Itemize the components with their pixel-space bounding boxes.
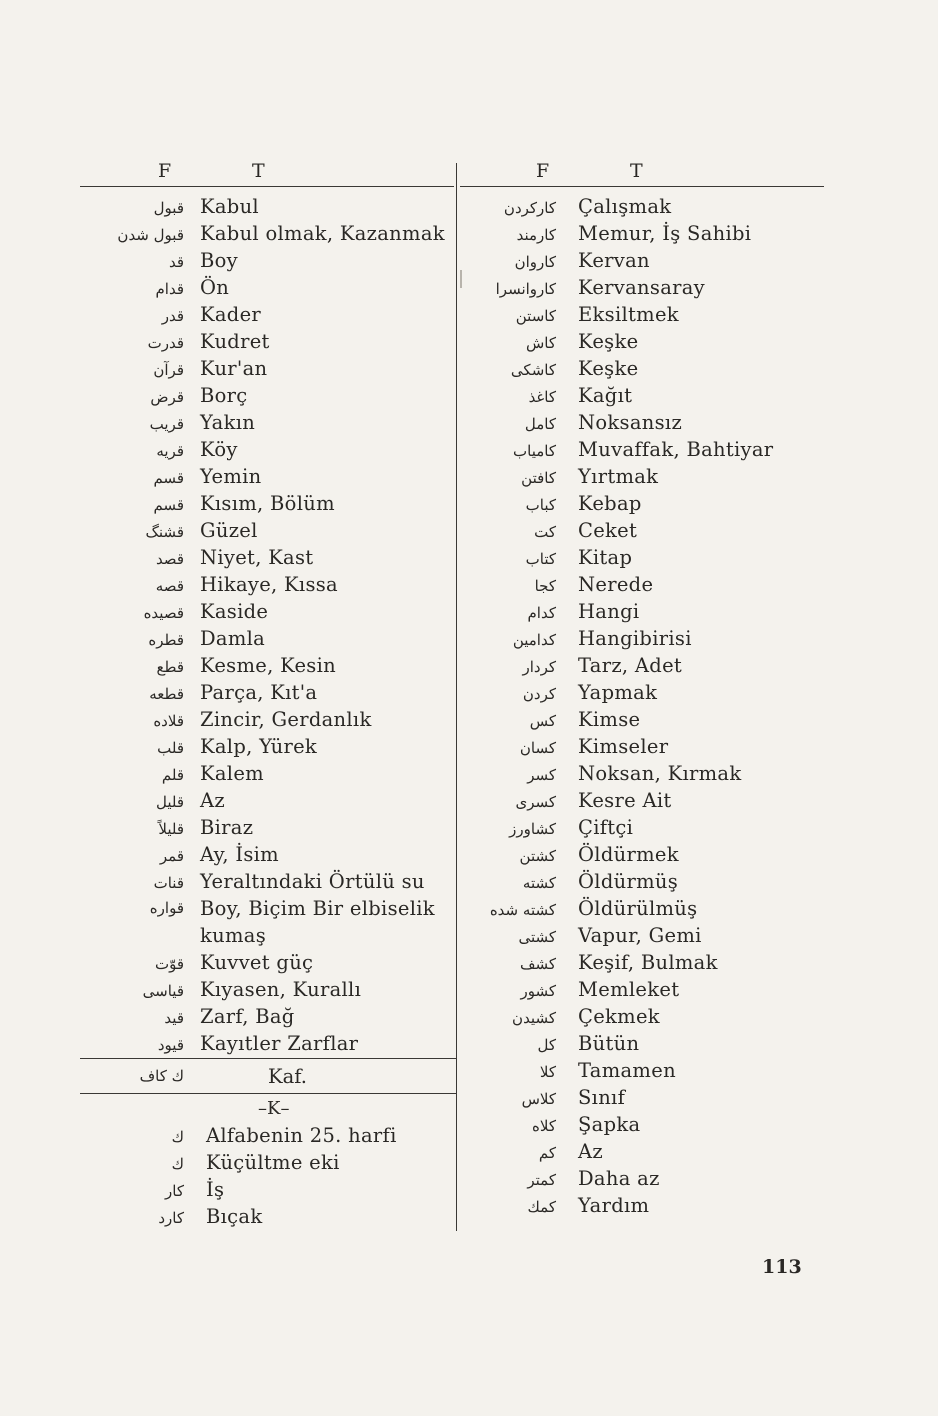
entry-turkish: Kuvvet güç bbox=[200, 951, 314, 974]
dictionary-entry bbox=[80, 301, 458, 328]
dictionary-entry bbox=[458, 382, 824, 409]
dictionary-entry bbox=[458, 1165, 824, 1192]
entry-persian: كاركردن bbox=[503, 199, 556, 217]
dictionary-entry bbox=[80, 1176, 456, 1203]
entry-persian: كلا bbox=[539, 1063, 556, 1081]
dictionary-entry bbox=[458, 976, 824, 1003]
dictionary-entry bbox=[80, 193, 458, 220]
entry-persian: كشور bbox=[520, 982, 556, 1000]
entry-persian: قطعه bbox=[149, 685, 184, 703]
dictionary-entry bbox=[458, 274, 824, 301]
entry-turkish: Kervansaray bbox=[578, 276, 706, 299]
entry-turkish: Yemin bbox=[200, 465, 262, 488]
entry-turkish: Ay, İsim bbox=[200, 843, 279, 866]
entry-persian: قلاده bbox=[153, 712, 184, 730]
dictionary-entry bbox=[80, 679, 458, 706]
left-entry-list bbox=[80, 193, 458, 1057]
dictionary-entry bbox=[458, 922, 824, 949]
entry-turkish: Eksiltmek bbox=[578, 303, 679, 326]
dictionary-entry bbox=[458, 652, 824, 679]
dictionary-entry bbox=[80, 787, 458, 814]
entry-turkish: Kayıtler Zarflar bbox=[200, 1032, 359, 1055]
entry-persian: كدام bbox=[527, 604, 556, 622]
entry-persian: كلاه bbox=[532, 1117, 556, 1135]
entry-persian: كاشكى bbox=[510, 361, 556, 379]
entry-turkish: Alfabenin 25. harfi bbox=[206, 1124, 397, 1147]
dictionary-entry bbox=[458, 1138, 824, 1165]
entry-persian: قصيده bbox=[143, 604, 184, 622]
entry-turkish: Çekmek bbox=[578, 1005, 660, 1028]
dictionary-entry bbox=[458, 1003, 824, 1030]
entry-persian: كامل bbox=[524, 415, 556, 433]
entry-turkish: Boy, Biçim Bir elbiselik kumaş bbox=[200, 897, 435, 947]
dictionary-entry bbox=[458, 1057, 824, 1084]
dictionary-entry bbox=[458, 355, 824, 382]
entry-turkish: Öldürülmüş bbox=[578, 897, 698, 920]
entry-persian: قدرت bbox=[147, 334, 184, 352]
dictionary-entry bbox=[458, 490, 824, 517]
entry-persian: قيود bbox=[157, 1036, 184, 1054]
entry-persian: كس bbox=[529, 712, 556, 730]
kaf-letter-name: Kaf. bbox=[268, 1064, 307, 1088]
entry-persian: كاستن bbox=[515, 307, 556, 325]
dictionary-entry bbox=[80, 841, 458, 868]
kaf-heading-row bbox=[80, 1059, 456, 1093]
right-column bbox=[458, 155, 824, 1217]
entry-turkish: Az bbox=[578, 1140, 603, 1163]
dictionary-entry bbox=[458, 1111, 824, 1138]
entry-persian: قرآن bbox=[153, 361, 184, 379]
entry-persian: قدام bbox=[155, 280, 184, 298]
entry-persian: كارد bbox=[158, 1209, 184, 1227]
entry-turkish: Zarf, Bağ bbox=[200, 1005, 295, 1028]
entry-turkish: Kısım, Bölüm bbox=[200, 492, 335, 515]
dictionary-entry bbox=[80, 1149, 456, 1176]
entry-turkish: Keşif, Bulmak bbox=[578, 951, 718, 974]
entry-turkish: Kalp, Yürek bbox=[200, 735, 318, 758]
right-entry-list bbox=[458, 193, 824, 1219]
entry-persian: كشته bbox=[522, 874, 556, 892]
dictionary-entry bbox=[458, 868, 824, 895]
entry-turkish: Yakın bbox=[200, 411, 256, 434]
entry-persian: كاغذ bbox=[528, 388, 556, 406]
entry-turkish: Köy bbox=[200, 438, 238, 461]
dictionary-entry bbox=[458, 760, 824, 787]
dictionary-entry bbox=[458, 328, 824, 355]
entry-persian: قطع bbox=[156, 658, 184, 676]
entry-turkish: Yeraltındaki Örtülü su bbox=[200, 870, 425, 893]
entry-persian: كسان bbox=[519, 739, 556, 757]
entry-turkish: Muvaffak, Bahtiyar bbox=[578, 438, 774, 461]
dictionary-entry bbox=[80, 355, 458, 382]
kaf-section bbox=[80, 1058, 456, 1230]
entry-persian: كسرى bbox=[515, 793, 556, 811]
dictionary-entry bbox=[458, 733, 824, 760]
entry-turkish: Kıyasen, Kurallı bbox=[200, 978, 362, 1001]
entry-turkish: Yırtmak bbox=[578, 465, 659, 488]
entry-turkish: Biraz bbox=[200, 816, 254, 839]
header-f: F bbox=[536, 160, 550, 182]
dictionary-entry bbox=[458, 598, 824, 625]
dictionary-entry bbox=[80, 895, 458, 949]
entry-persian: قلب bbox=[157, 739, 184, 757]
entry-turkish: Öldürmek bbox=[578, 843, 679, 866]
entry-turkish: Çiftçi bbox=[578, 816, 634, 839]
entry-persian: ك bbox=[171, 1155, 184, 1173]
entry-persian: كدامين bbox=[512, 631, 556, 649]
entry-turkish: Kader bbox=[200, 303, 262, 326]
entry-persian: كامياب bbox=[513, 442, 556, 460]
left-column-header bbox=[80, 155, 458, 187]
dictionary-entry bbox=[80, 382, 458, 409]
entry-persian: قنات bbox=[153, 874, 184, 892]
entry-turkish: Zincir, Gerdanlık bbox=[200, 708, 372, 731]
kaf-letter-persian: ك كاف bbox=[139, 1067, 184, 1085]
dictionary-entry bbox=[80, 247, 458, 274]
entry-turkish: Ceket bbox=[578, 519, 638, 542]
entry-turkish: Sınıf bbox=[578, 1086, 626, 1109]
entry-turkish: Ön bbox=[200, 276, 230, 299]
entry-persian: قسم bbox=[153, 496, 184, 514]
entry-turkish: Kaside bbox=[200, 600, 269, 623]
kaf-entry-list bbox=[80, 1122, 456, 1230]
dictionary-entry bbox=[458, 787, 824, 814]
entry-turkish: Parça, Kıt'a bbox=[200, 681, 318, 704]
entry-turkish: Keşke bbox=[578, 330, 639, 353]
entry-persian: كمتر bbox=[527, 1171, 556, 1189]
entry-turkish: Kabul bbox=[200, 195, 259, 218]
dictionary-entry bbox=[80, 652, 458, 679]
right-column-header bbox=[458, 155, 824, 187]
entry-persian: كلاس bbox=[521, 1090, 556, 1108]
header-rule-right bbox=[460, 186, 824, 187]
dictionary-entry bbox=[80, 517, 458, 544]
column-divider bbox=[456, 163, 457, 1231]
entry-turkish: Niyet, Kast bbox=[200, 546, 314, 569]
dictionary-entry bbox=[80, 598, 458, 625]
entry-persian: قبول شدن bbox=[117, 226, 184, 244]
entry-turkish: Bütün bbox=[578, 1032, 640, 1055]
entry-persian: كشاورز bbox=[509, 820, 556, 838]
dictionary-entry bbox=[80, 760, 458, 787]
entry-turkish: Kağıt bbox=[578, 384, 633, 407]
dictionary-entry bbox=[80, 1203, 456, 1230]
dictionary-entry bbox=[80, 814, 458, 841]
entry-turkish: Hikaye, Kıssa bbox=[200, 573, 338, 596]
dictionary-entry bbox=[80, 1122, 456, 1149]
entry-turkish: Kur'an bbox=[200, 357, 268, 380]
left-column bbox=[80, 155, 458, 1055]
page-number: 113 bbox=[762, 1256, 802, 1278]
dictionary-entry bbox=[458, 193, 824, 220]
dictionary-entry bbox=[458, 1192, 824, 1219]
entry-turkish: Kebap bbox=[578, 492, 642, 515]
dictionary-entry bbox=[80, 1030, 458, 1057]
entry-persian: قليل bbox=[155, 793, 184, 811]
entry-turkish: Kimseler bbox=[578, 735, 669, 758]
dictionary-entry bbox=[458, 247, 824, 274]
entry-persian: قبول bbox=[153, 199, 184, 217]
entry-persian: قسم bbox=[153, 469, 184, 487]
dictionary-entry bbox=[80, 625, 458, 652]
entry-persian: قواره bbox=[149, 899, 184, 917]
dictionary-entry bbox=[80, 490, 458, 517]
dictionary-entry bbox=[80, 274, 458, 301]
dictionary-entry bbox=[458, 571, 824, 598]
entry-turkish: Güzel bbox=[200, 519, 258, 542]
dictionary-entry bbox=[458, 814, 824, 841]
dictionary-entry bbox=[458, 517, 824, 544]
entry-turkish: Memleket bbox=[578, 978, 680, 1001]
entry-turkish: Kitap bbox=[578, 546, 633, 569]
entry-persian: كردن bbox=[522, 685, 556, 703]
dictionary-entry bbox=[458, 409, 824, 436]
entry-persian: كسر bbox=[527, 766, 556, 784]
entry-turkish: Daha az bbox=[578, 1167, 660, 1190]
dictionary-entry bbox=[458, 301, 824, 328]
dictionary-entry bbox=[80, 220, 458, 247]
dictionary-entry bbox=[458, 463, 824, 490]
dictionary-entry bbox=[458, 949, 824, 976]
dictionary-entry bbox=[80, 706, 458, 733]
dictionary-entry bbox=[458, 706, 824, 733]
dictionary-entry bbox=[458, 841, 824, 868]
entry-persian: قصه bbox=[155, 577, 184, 595]
entry-persian: كشف bbox=[519, 955, 556, 973]
paper-smudge bbox=[460, 270, 462, 288]
dictionary-entry bbox=[458, 544, 824, 571]
entry-persian: كشتن bbox=[519, 847, 556, 865]
entry-turkish: Kalem bbox=[200, 762, 264, 785]
dictionary-entry bbox=[80, 409, 458, 436]
entry-turkish: Memur, İş Sahibi bbox=[578, 222, 752, 245]
entry-persian: كمك bbox=[527, 1198, 556, 1216]
entry-turkish: Bıçak bbox=[206, 1205, 263, 1228]
dictionary-entry bbox=[80, 328, 458, 355]
header-t: T bbox=[252, 160, 265, 182]
entry-turkish: Çalışmak bbox=[578, 195, 672, 218]
dictionary-entry bbox=[458, 1084, 824, 1111]
entry-turkish: Kabul olmak, Kazanmak bbox=[200, 222, 445, 245]
entry-persian: ك bbox=[171, 1128, 184, 1146]
dictionary-entry bbox=[80, 733, 458, 760]
dictionary-entry bbox=[80, 463, 458, 490]
entry-turkish: Boy bbox=[200, 249, 238, 272]
entry-turkish: Keşke bbox=[578, 357, 639, 380]
entry-turkish: Hangi bbox=[578, 600, 640, 623]
entry-persian: قمر bbox=[159, 847, 184, 865]
dictionary-entry bbox=[458, 895, 824, 922]
entry-turkish: Öldürmüş bbox=[578, 870, 679, 893]
entry-persian: كل bbox=[537, 1036, 556, 1054]
entry-persian: كاش bbox=[525, 334, 556, 352]
header-f: F bbox=[158, 160, 172, 182]
entry-turkish: Borç bbox=[200, 384, 248, 407]
dictionary-entry bbox=[458, 679, 824, 706]
dictionary-entry bbox=[80, 544, 458, 571]
dictionary-entry bbox=[458, 1030, 824, 1057]
entry-turkish: Kesre Ait bbox=[578, 789, 672, 812]
entry-turkish: Yapmak bbox=[578, 681, 658, 704]
entry-persian: كشته شده bbox=[489, 901, 556, 919]
entry-persian: قريب bbox=[149, 415, 184, 433]
entry-turkish: Küçültme eki bbox=[206, 1151, 340, 1174]
dictionary-entry bbox=[80, 868, 458, 895]
entry-persian: قشنگ bbox=[145, 523, 184, 541]
dictionary-entry bbox=[80, 1003, 458, 1030]
entry-turkish: Kudret bbox=[200, 330, 270, 353]
entry-persian: كارمند bbox=[516, 226, 556, 244]
entry-persian: قوّت bbox=[154, 955, 184, 973]
entry-turkish: Şapka bbox=[578, 1113, 641, 1136]
header-t: T bbox=[630, 160, 643, 182]
dictionary-entry bbox=[458, 436, 824, 463]
entry-turkish: Yardım bbox=[578, 1194, 650, 1217]
entry-persian: كاروانسرا bbox=[495, 280, 556, 298]
kaf-subheading: –K– bbox=[258, 1098, 290, 1119]
entry-turkish: Vapur, Gemi bbox=[578, 924, 702, 947]
entry-turkish: Nerede bbox=[578, 573, 654, 596]
dictionary-entry bbox=[80, 976, 458, 1003]
dictionary-entry bbox=[458, 625, 824, 652]
entry-persian: قريه bbox=[156, 442, 184, 460]
entry-persian: قيد bbox=[164, 1009, 184, 1027]
dictionary-entry bbox=[80, 571, 458, 598]
entry-persian: قلم bbox=[161, 766, 184, 784]
entry-persian: قدر bbox=[161, 307, 184, 325]
dictionary-entry bbox=[80, 949, 458, 976]
entry-turkish: Tamamen bbox=[578, 1059, 676, 1082]
entry-turkish: Noksansız bbox=[578, 411, 683, 434]
entry-persian: قصد bbox=[155, 550, 184, 568]
entry-persian: كباب bbox=[525, 496, 556, 514]
entry-persian: قليلاً bbox=[158, 820, 184, 838]
entry-persian: كار bbox=[165, 1182, 184, 1200]
dictionary-entry bbox=[80, 436, 458, 463]
entry-persian: كت bbox=[534, 523, 556, 541]
entry-persian: قياسى bbox=[142, 982, 184, 1000]
entry-turkish: Damla bbox=[200, 627, 266, 650]
entry-turkish: Kesme, Kesin bbox=[200, 654, 337, 677]
entry-persian: كردار bbox=[522, 658, 556, 676]
entry-persian: قد bbox=[168, 253, 184, 271]
entry-persian: قطره bbox=[148, 631, 184, 649]
entry-persian: كشتى bbox=[518, 928, 556, 946]
dictionary-entry bbox=[458, 220, 824, 247]
entry-turkish: Kimse bbox=[578, 708, 641, 731]
entry-persian: كم bbox=[538, 1144, 556, 1162]
entry-persian: قرض bbox=[150, 388, 184, 406]
entry-persian: كافتن bbox=[521, 469, 556, 487]
entry-turkish: Noksan, Kırmak bbox=[578, 762, 742, 785]
entry-turkish: Az bbox=[200, 789, 225, 812]
entry-persian: كشيدن bbox=[512, 1009, 556, 1027]
entry-turkish: İş bbox=[206, 1178, 225, 1201]
header-rule-left bbox=[80, 186, 454, 187]
entry-persian: كتاب bbox=[525, 550, 556, 568]
entry-turkish: Kervan bbox=[578, 249, 650, 272]
entry-persian: كاروان bbox=[514, 253, 556, 271]
entry-turkish: Tarz, Adet bbox=[578, 654, 683, 677]
entry-persian: كجا bbox=[534, 577, 556, 595]
entry-turkish: Hangibirisi bbox=[578, 627, 692, 650]
